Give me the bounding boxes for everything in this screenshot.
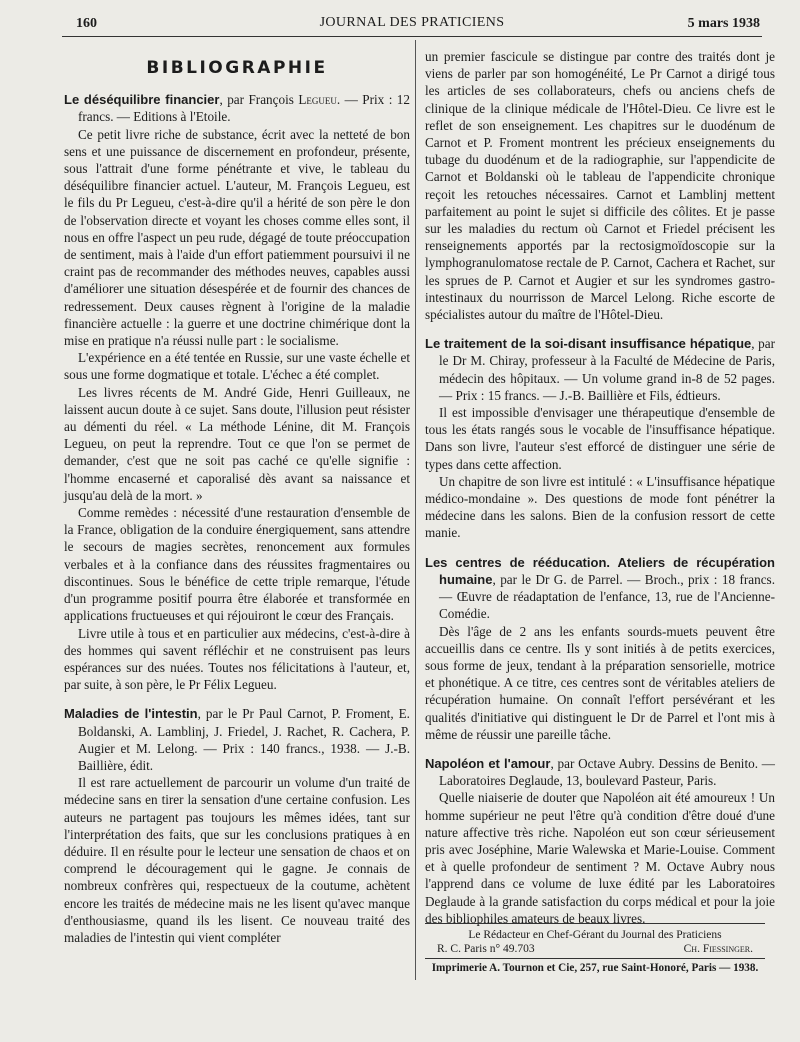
review-entry-heading: [64, 91, 410, 125]
book-author: Legueu: [298, 92, 337, 108]
right-column: [425, 48, 775, 927]
footer-rule: [425, 923, 765, 924]
book-details: , par le Pr Paul Carnot, P. Froment, E. Boldanski, A. Lamblinj, J. Friedel, J. Rachet, R. Cachera, P. Augier et M. Lelong. — Prix : 140 francs., 1938. — J.-B. Baillière, édit.: [78, 706, 410, 773]
review-paragraph-continued: un premier fascicule se distingue par contre des traités dont je viens de parler par son homogénéité, Le Pr Carnot a dirigé tous les articles de ses collaborateurs, chefs ou anciens chefs de clinique de la clinique médicale de l'Hôtel-Dieu. Ce livre est le reflet de son enseignement. Les chapitres sur le duodénum de Carnot et P. Froment montrent les précieux enseignements du tubage du duodénum et de la radiographie, sur l'appendicite de Carnot et Boldanski où le tableau de l'appendicite chronique reçoit les retouches nécessaires. Carnot et Lamblinj mettent parfaitement au point le sujet si difficile des côlites. Et je passe sur les maladies du rectum où Carnot et Friedel précisent les renseignements apportés par la rectosigmoïdoscopie sur la lymphogranulomatose rectale de P. Carnot, Cachera et Rachet, sur les sprues de P. Carnot et Augier et sur les syndromes gastro-intestinaux du nourrisson de Marcel Lelong. Riche escorte de spécialistes autour du maître de l'Hôtel-Dieu.: [425, 49, 775, 323]
review-paragraph: Comme remèdes : nécessité d'une restauration d'ensemble de la France, obligation de la conduire énergiquement, sans attendre le secours de magies secrètes, renoncement aux formules verbales et à la confiance dans des réussites fragmentaires ou discontinues. Sous le bénéfice de cette triple remarque, l'étude d'un programme positif pourra être élaborée et transformée en applications fructueuses et qui réjouiront le cœur des Français.: [64, 505, 410, 624]
book-title: Le déséquilibre financier: [64, 92, 220, 108]
book-title: Napoléon et l'amour: [425, 755, 551, 771]
review-paragraph: L'expérience en a été tentée en Russie, sur une vaste échelle et sous une forme dogmatique et totale. L'échec a été complet.: [64, 350, 410, 383]
column-divider: [415, 40, 416, 980]
issue-date: 5 mars 1938: [687, 16, 760, 31]
review-entry-heading: [64, 705, 410, 774]
book-details: , par le Dr M. Chiray, professeur à la Faculté de Médecine de Paris, médecin des hôpitaux. — Un volume grand in-8 de 52 pages. — Prix : 15 francs. — J.-B. Baillière et Fils, édtieurs.: [439, 336, 775, 403]
review-paragraph: Livre utile à tous et en particulier aux médecins, c'est-à-dire à des hommes qui savent réfléchir et ne construisent pas leurs espérances sur des nuées. Toutes nos félicitations à l'auteur, et, par suite, à son père, le Pr Félix Legueu.: [64, 625, 410, 693]
journal-title: JOURNAL DES PRATICIENS: [319, 15, 505, 30]
book-title: Maladies de l'intestin: [64, 706, 198, 722]
registry-number: R. C. Paris n° 49.703: [437, 943, 535, 955]
editor-line: Le Rédacteur en Chef-Gérant du Journal des Praticiens: [468, 929, 722, 941]
book-title: Le traitement de la soi-disant insuffisance hépatique: [425, 336, 752, 352]
imprint-rule: [425, 958, 765, 959]
review-entry-heading: [425, 755, 775, 789]
review-paragraph: Ce petit livre riche de substance, écrit avec la netteté de bon sens et une puissance de discernement en profondeur, présente, sous l'attrait d'une forme pénétrante et vive, le tableau du déséquilibre financier actuel. L'auteur, M. François Legueu, est le fils du Pr Legueu, c'est-à-dire qu'il a hérité de son père le don de l'observation directe et voyant les choses comme elles sont, il nous en offre l'aspect un peu rude, dégagé de toute préoccupation de sentiment, mais à l'aide d'un effort patiemment poursuivi il ne craint pas de recommander des méthodes neuves, capables aussi d'améliorer une situation désespérée et de fournir des chances de redressement. Deux causes règnent à l'origine de la maladie financière actuelle : la guerre et une doctrine chimérique dont la mise en pratique n'a réussi nulle part : le socialisme.: [64, 126, 410, 349]
printer-imprint: Imprimerie A. Tournon et Cie, 257, rue Saint-Honoré, Paris — 1938.: [431, 962, 759, 974]
review-paragraph: Dès l'âge de 2 ans les enfants sourds-muets peuvent être accueillis dans ce centre. Ils y sont initiés à de petits exercices, sous forme de jeux, tendant à la préparation sensorielle, motrice et phonétique. A ce titre, ces centres sont de véritables ateliers de récupération humaine. On connaît l'effort persévérant et les qualités d'initiative qui distinguent le Dr de Parrel et l'ont mis à même de réussir une pareille tâche.: [425, 623, 775, 742]
review-paragraph: Quelle niaiserie de douter que Napoléon ait été amoureux ! Un homme supérieur ne peut l'être qu'à condition d'être doué d'une nature affective très riche. Napoléon eut son cœur sérieusement pris avec Joséphine, Marie Walewska et Marie-Louise. Comment et à quelle profondeur de sentiment ? M. Octave Aubry nous l'apprend dans ce volume de luxe édité par les Laboratoires Deglaude à la grande satisfaction du corps médical et pour la joie des bibliophiles amateurs de beaux livres.: [425, 790, 775, 926]
book-details: . — Prix : 12 francs. — Editions à l'Etoile.: [78, 92, 410, 125]
book-title: Les centres de rééducation. Ateliers de récupération humaine: [425, 554, 775, 587]
review-entry-heading: [425, 554, 775, 623]
review-entry-heading: [425, 335, 775, 404]
review-paragraph: Un chapitre de son livre est intitulé : « L'insuffisance hépatique médico-mondaine ». Des questions de mode font pénétrer la médecine dans les salons. Bien de la confusion ressort de cette manie.: [425, 473, 775, 541]
section-title: BIBLIOGRAPHIE: [146, 58, 328, 78]
review-paragraph: Les livres récents de M. André Gide, Henri Guilleaux, ne laissent aucun doute à ce sujet. Sans doute, l'illusion peut résister au démenti du réel. « La méthode Lénine, dit M. François Legueu, on peut la reprendre. Tout ce que l'on se permet de demander, c'est que ne soit pas caché ce qu'elle signifie : l'homme encaserné et caporalisé dès avant sa naissance et jusqu'au delà de la mort. »: [64, 384, 410, 503]
book-byline: , par François: [219, 92, 299, 108]
book-details: , par Octave Aubry. Dessins de Benito. — Laboratoires Deglaude, 13, boulevard Pasteur, Paris.: [439, 755, 775, 789]
review-paragraph: Il est rare actuellement de parcourir un volume d'un traité de médecine sans en tirer la sensation d'une certaine confusion. Les auteurs ne partagent pas toujours les mêmes idées, tant sur l'interprétation des faits, que sur les conclusions pratiques à en déduire. Il en résulte pour le lecteur une sensation de chaos et on comprend le découragement qui le gagne. Je connais de nombreux confrères qui, respectueux de la coutume, achètent encore les traités de médecine mais ne les lisent qu'avec manque d'enthousiasme, quand ils les lisent. Ce nouveau traité des maladies de l'intestin qui vient compléter: [64, 775, 410, 945]
review-paragraph: Il est impossible d'envisager une thérapeutique d'ensemble de tous les états rangés sous le vocable de l'insuffisance hépatique. Dans son livre, l'auteur s'est efforcé de distinguer une série de types dans cette affection.: [425, 405, 775, 472]
page-number: 160: [76, 16, 97, 31]
book-details: , par le Dr G. de Parrel. — Broch., prix : 18 francs. — Œuvre de réadaptation de l'enfance, 13, rue de l'Ancienne-Comédie.: [439, 571, 775, 622]
editor-signature: Ch. Fiessinger.: [683, 943, 753, 955]
header-rule: [62, 36, 762, 37]
left-column: [64, 46, 410, 946]
page-header: [62, 14, 762, 36]
registry-line: [425, 942, 765, 956]
editor-footer: [425, 928, 765, 956]
